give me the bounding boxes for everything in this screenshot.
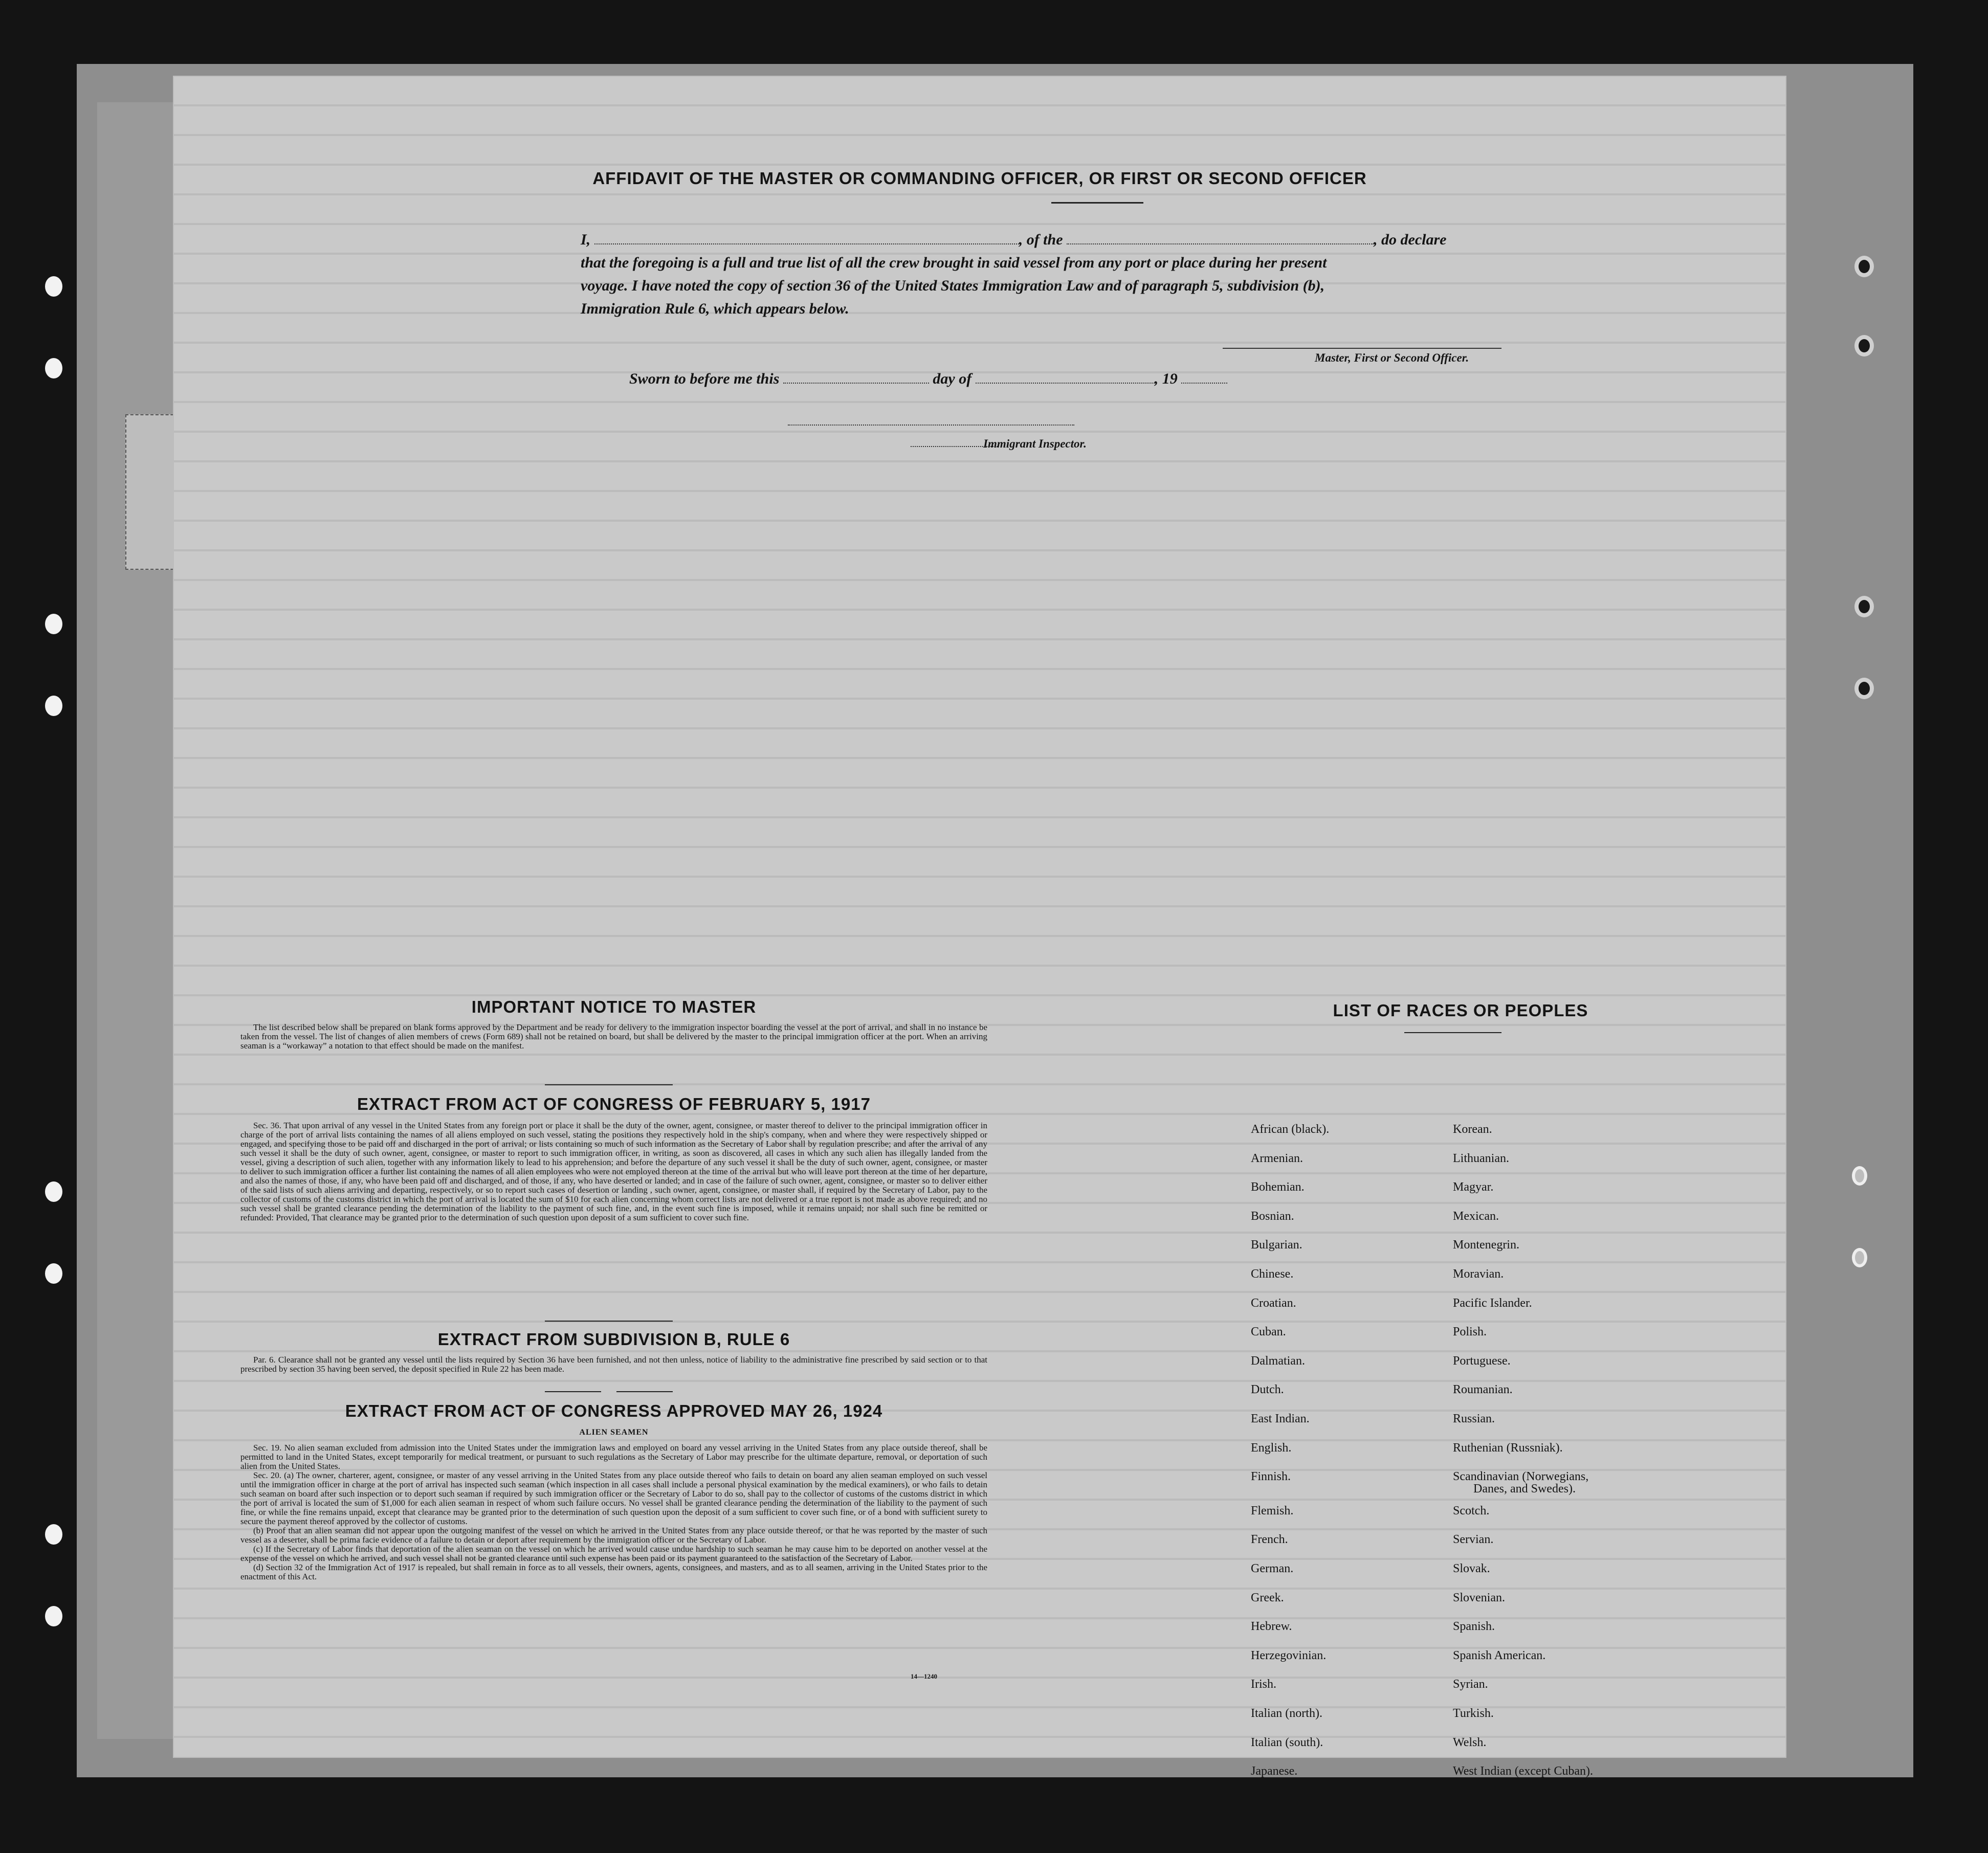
inspector-label: Immigrant Inspector. (983, 437, 1087, 450)
binder-hole (45, 1606, 62, 1626)
extract-1917-title: EXTRACT FROM ACT OF CONGRESS OF FEBRUARY 5, 1917 (357, 1095, 871, 1113)
race-right-item: Welsh. (1453, 1735, 1487, 1749)
extract-rule6-title: EXTRACT FROM SUBDIVISION B, RULE 6 (437, 1330, 790, 1349)
race-right-item: Mexican. (1453, 1209, 1499, 1223)
binder-hole-right (1854, 335, 1874, 356)
sworn-year-label: , 19 (1154, 370, 1178, 387)
affidavit-declaration-line (581, 230, 1732, 250)
sworn-month-blank (976, 372, 1155, 384)
binder-hole (45, 358, 62, 378)
race-left-item: African (black). (1251, 1123, 1330, 1136)
notice-paragraph: The list described below shall be prepared on blank forms approved by the Department and be ready for delivery to the immigration inspector boarding the vessel at the port of arrival, and shall in no instance be taken from the vessel. The list of changes of alien members of crews (Form 689) shall not be retained on board, but shall be delivered by the master to the principal immigration officer at the port. When an arriving seaman is a “workaway” a notation to that effect should be made on the manifest. (240, 1022, 987, 1051)
race-right-item: Magyar. (1453, 1180, 1494, 1194)
section-rule (616, 1391, 673, 1392)
race-left-item: Dutch. (1251, 1383, 1284, 1397)
race-left-item: Bulgarian. (1251, 1238, 1302, 1252)
race-right-item: West Indian (except Cuban). (1453, 1765, 1593, 1778)
notice-text (240, 1023, 987, 1051)
race-right-item: Lithuanian. (1453, 1151, 1509, 1165)
race-left-item: Hebrew. (1251, 1620, 1292, 1634)
name-blank (594, 233, 1019, 244)
form-number: 14—1240 (911, 1672, 937, 1680)
race-right-item: Slovenian. (1453, 1591, 1505, 1604)
binder-hole-right (1852, 1166, 1867, 1186)
races-title: LIST OF RACES OR PEOPLES (1333, 1001, 1588, 1020)
race-left-item: German. (1251, 1562, 1294, 1575)
extract-1924-title: EXTRACT FROM ACT OF CONGRESS APPROVED MAY 26, 1924 (345, 1401, 883, 1420)
extract-1917-paragraph: Sec. 36. That upon arrival of any vessel in the United States from any foreign port or place it shall be the duty of the owner, agent, consignee, or master thereof to deliver to the principal immigration officer in charge of the port of arrival lists containing the names of all aliens employed on such vessel, stating the positions they respectively hold in the ship's company, when and where they were respectively shipped or engaged, and specifying those to be paid off and discharged in the port of arrival; or lists containing so much of such information as the Secretary of Labor shall by regulation prescribe; and after the arrival of any such vessel it shall be the duty of such owner, agent, consignee, or master to report to such immigration officer, in writing, as soon as discovered, all cases in which any such alien has illegally landed from the vessel, giving a description of such alien, together with any information likely to lead to his apprehension; and before the departure of any such vessel it shall be the duty of such owner, agent, consignee, or master to deliver to such immigration officer a further list containing the names of all alien employees who were not employed thereon at the time of the arrival but who will leave port thereon at the time of her departure, and also the names of those, if any, who have been paid off and discharged, and of those, if any, who have deserted or landed; and in case of the failure of such owner, agent, consignee, or master so to deliver either of the said lists of such aliens arriving and departing, respectively, or so to report such cases of desertion or landing , such owner, agent, consignee, or master shall, if required by the Secretary of Labor, pay to the collector of customs of the customs district in which the port of arrival is located the sum of $10 for each alien concerning whom correct lists are not delivered or a true report is not made as above required; and no such vessel shall be granted clearance pending the determination of the liability to the payment of such fine, and, in the event such fine is imposed, while it remains unpaid; nor shall such fine be remitted or refunded: Provided, That clearance may be granted prior to the determination of such question upon deposit of a sum sufficient to cover such fine. (240, 1121, 987, 1222)
race-left-item: Herzegovinian. (1251, 1648, 1327, 1662)
affidavit-line-2: that the foregoing is a full and true list of all the crew brought in said vessel from any port or place during her present (581, 254, 1327, 271)
title-rule (1051, 202, 1143, 204)
race-left-item: Flemish. (1251, 1504, 1294, 1517)
sworn-prefix: Sworn to before me this (629, 370, 780, 387)
inspector-signature-line (788, 425, 1074, 426)
race-left-item: Croatian. (1251, 1296, 1296, 1310)
race-left-item: Italian (south). (1251, 1735, 1323, 1749)
sworn-date-blank (783, 372, 929, 384)
race-right-item: Montenegrin. (1453, 1238, 1519, 1252)
sworn-day-label: day of (933, 370, 972, 387)
race-right-item: Ruthenian (Russniak). (1453, 1441, 1563, 1455)
extract-1917-text (240, 1121, 987, 1222)
do-declare-label: , do declare (1374, 231, 1447, 248)
extract-rule6-text (240, 1355, 987, 1374)
race-right-item: Polish. (1453, 1325, 1487, 1339)
section-rule (545, 1084, 673, 1085)
binder-hole-right (1854, 596, 1874, 617)
race-left-item: English. (1251, 1441, 1292, 1455)
binder-hole (45, 1181, 62, 1202)
binder-hole (45, 276, 62, 297)
binder-hole (45, 614, 62, 634)
race-right-item: Scotch. (1453, 1504, 1490, 1517)
binder-hole (45, 1524, 62, 1545)
sec-20b-paragraph: (b) Proof that an alien seaman did not appear upon the outgoing manifest of the vessel on which he arrived in the United States from any place outside thereof, or that he was reported by the master of such vessel as a deserter, shall be prima facie evidence of a failure to detain or deport after requirement by the immigration officer or the Secretary of Labor. (240, 1526, 987, 1545)
race-left-item: Bosnian. (1251, 1209, 1294, 1223)
race-left-item: Bohemian. (1251, 1180, 1305, 1194)
binder-hole-right (1854, 678, 1874, 699)
binder-hole (45, 1263, 62, 1284)
race-right-item: Korean. (1453, 1123, 1492, 1136)
race-right-item: Turkish. (1453, 1707, 1494, 1720)
affidavit-title: AFFIDAVIT OF THE MASTER OR COMMANDING OFFICER, OR FIRST OR SECOND OFFICER (592, 169, 1367, 188)
section-rule (545, 1391, 601, 1392)
race-left-item: Finnish. (1251, 1470, 1291, 1484)
race-left-item: Chinese. (1251, 1267, 1294, 1281)
extract-rule6-paragraph: Par. 6. Clearance shall not be granted any vessel until the lists required by Section 36 have been furnished, and not then unless, notice of liability to the administrative fine prescribed by said section or to that prescribed by section 35 having been served, the deposit specified in Rule 22 has been made. (240, 1355, 987, 1374)
race-right-item: Spanish American. (1453, 1648, 1546, 1662)
race-right-item: Servian. (1453, 1533, 1494, 1547)
alien-seamen-subtitle: ALIEN SEAMEN (579, 1428, 649, 1437)
race-right-item: Spanish. (1453, 1620, 1495, 1634)
extract-1924-text (240, 1443, 987, 1581)
race-right-item: Scandinavian (Norwegians, (1453, 1470, 1589, 1484)
race-left-item: Japanese. (1251, 1765, 1298, 1778)
binder-hole-right (1852, 1248, 1867, 1267)
races-title-rule (1404, 1032, 1501, 1033)
signature-label: Master, First or Second Officer. (1315, 351, 1469, 364)
race-left-item: French. (1251, 1533, 1288, 1547)
race-right-item: Syrian. (1453, 1678, 1488, 1691)
race-left-item: Irish. (1251, 1678, 1276, 1691)
race-right-item: Portuguese. (1453, 1354, 1511, 1368)
race-left-item: Dalmatian. (1251, 1354, 1305, 1368)
signature-line (1223, 348, 1501, 349)
race-right-item: Moravian. (1453, 1267, 1504, 1281)
vessel-blank (1067, 233, 1374, 244)
race-left-item: Cuban. (1251, 1325, 1286, 1339)
race-right-item: Pacific Islander. (1453, 1296, 1532, 1310)
affidavit-line-3: voyage. I have noted the copy of section 36 of the United States Immigration Law and of paragraph 5, subdivision (b), (581, 277, 1325, 294)
race-right-item: Roumanian. (1453, 1383, 1513, 1397)
race-right-item: Slovak. (1453, 1562, 1490, 1575)
race-left-item: Armenian. (1251, 1151, 1303, 1165)
sworn-line (629, 369, 1227, 389)
notice-title: IMPORTANT NOTICE TO MASTER (471, 997, 757, 1016)
binder-hole-right (1854, 256, 1874, 277)
affidavit-line-4: Immigration Rule 6, which appears below. (581, 300, 849, 317)
sec-19-paragraph: Sec. 19. No alien seaman excluded from admission into the United States under the immigration laws and employed on board any vessel arriving in the United States from any place outside thereof, shall be permitted to land in the United States, except temporarily for medical treatment, or pursuant to such regulations as the Secretary of Labor may prescribe for the ultimate departure, removal, or deportation of such alien from the United States. (240, 1443, 987, 1471)
form-sheet (174, 77, 1785, 1778)
race-right-item: Russian. (1453, 1412, 1495, 1425)
sworn-year-blank (1181, 372, 1227, 384)
of-the-label: , of the (1019, 231, 1063, 248)
race-left-item: Greek. (1251, 1591, 1284, 1604)
sec-20a-paragraph: Sec. 20. (a) The owner, charterer, agent, consignee, or master of any vessel arriving in the United States from any place outside thereof who fails to detain on board any alien seaman employed on such vessel until the immigration officer in charge at the port of arrival has inspected such seaman (which inspection in all cases shall include a personal physical examination by the medical examiners), or who fails to detain such seaman on board after such inspection or to deport such seaman if required by such immigration officer or the Secretary of Labor to do so, shall pay to the collector of customs of the customs district in which the port of arrival is located the sum of $1,000 for each alien seaman in respect of whom such failure occurs. No vessel shall be granted clearance pending the determination of the liability to the payment of such fine, or while the fine remains unpaid, except that clearance may be granted prior to the determination of such question upon the deposit of a sum sufficient to cover such fine, or of a bond with sufficient surety to secure the payment thereof approved by the collector of customs. (240, 1470, 987, 1526)
binder-hole (45, 696, 62, 716)
race-left-item: Italian (north). (1251, 1707, 1322, 1720)
affidavit-i-label: I, (581, 231, 591, 248)
race-right-continuation: Danes, and Swedes). (1473, 1482, 1576, 1496)
sec-20d-paragraph: (d) Section 32 of the Immigration Act of 1917 is repealed, but shall remain in force as to all vessels, their owners, agents, consignees, and masters, and as to all seamen, arriving in the United States prior to the enactment of this Act. (240, 1562, 987, 1581)
sec-20c-paragraph: (c) If the Secretary of Labor finds that deportation of the alien seaman on the vessel on which he arrived would cause undue hardship to such seaman he may cause him to be deported on another vessel at the expense of the vessel on which he arrived, and such vessel shall not be granted clearance until such expense has been paid or its payment guaranteed to the satisfaction of the Secretary of Labor. (240, 1544, 987, 1563)
section-rule (545, 1321, 673, 1322)
race-left-item: East Indian. (1251, 1412, 1310, 1425)
